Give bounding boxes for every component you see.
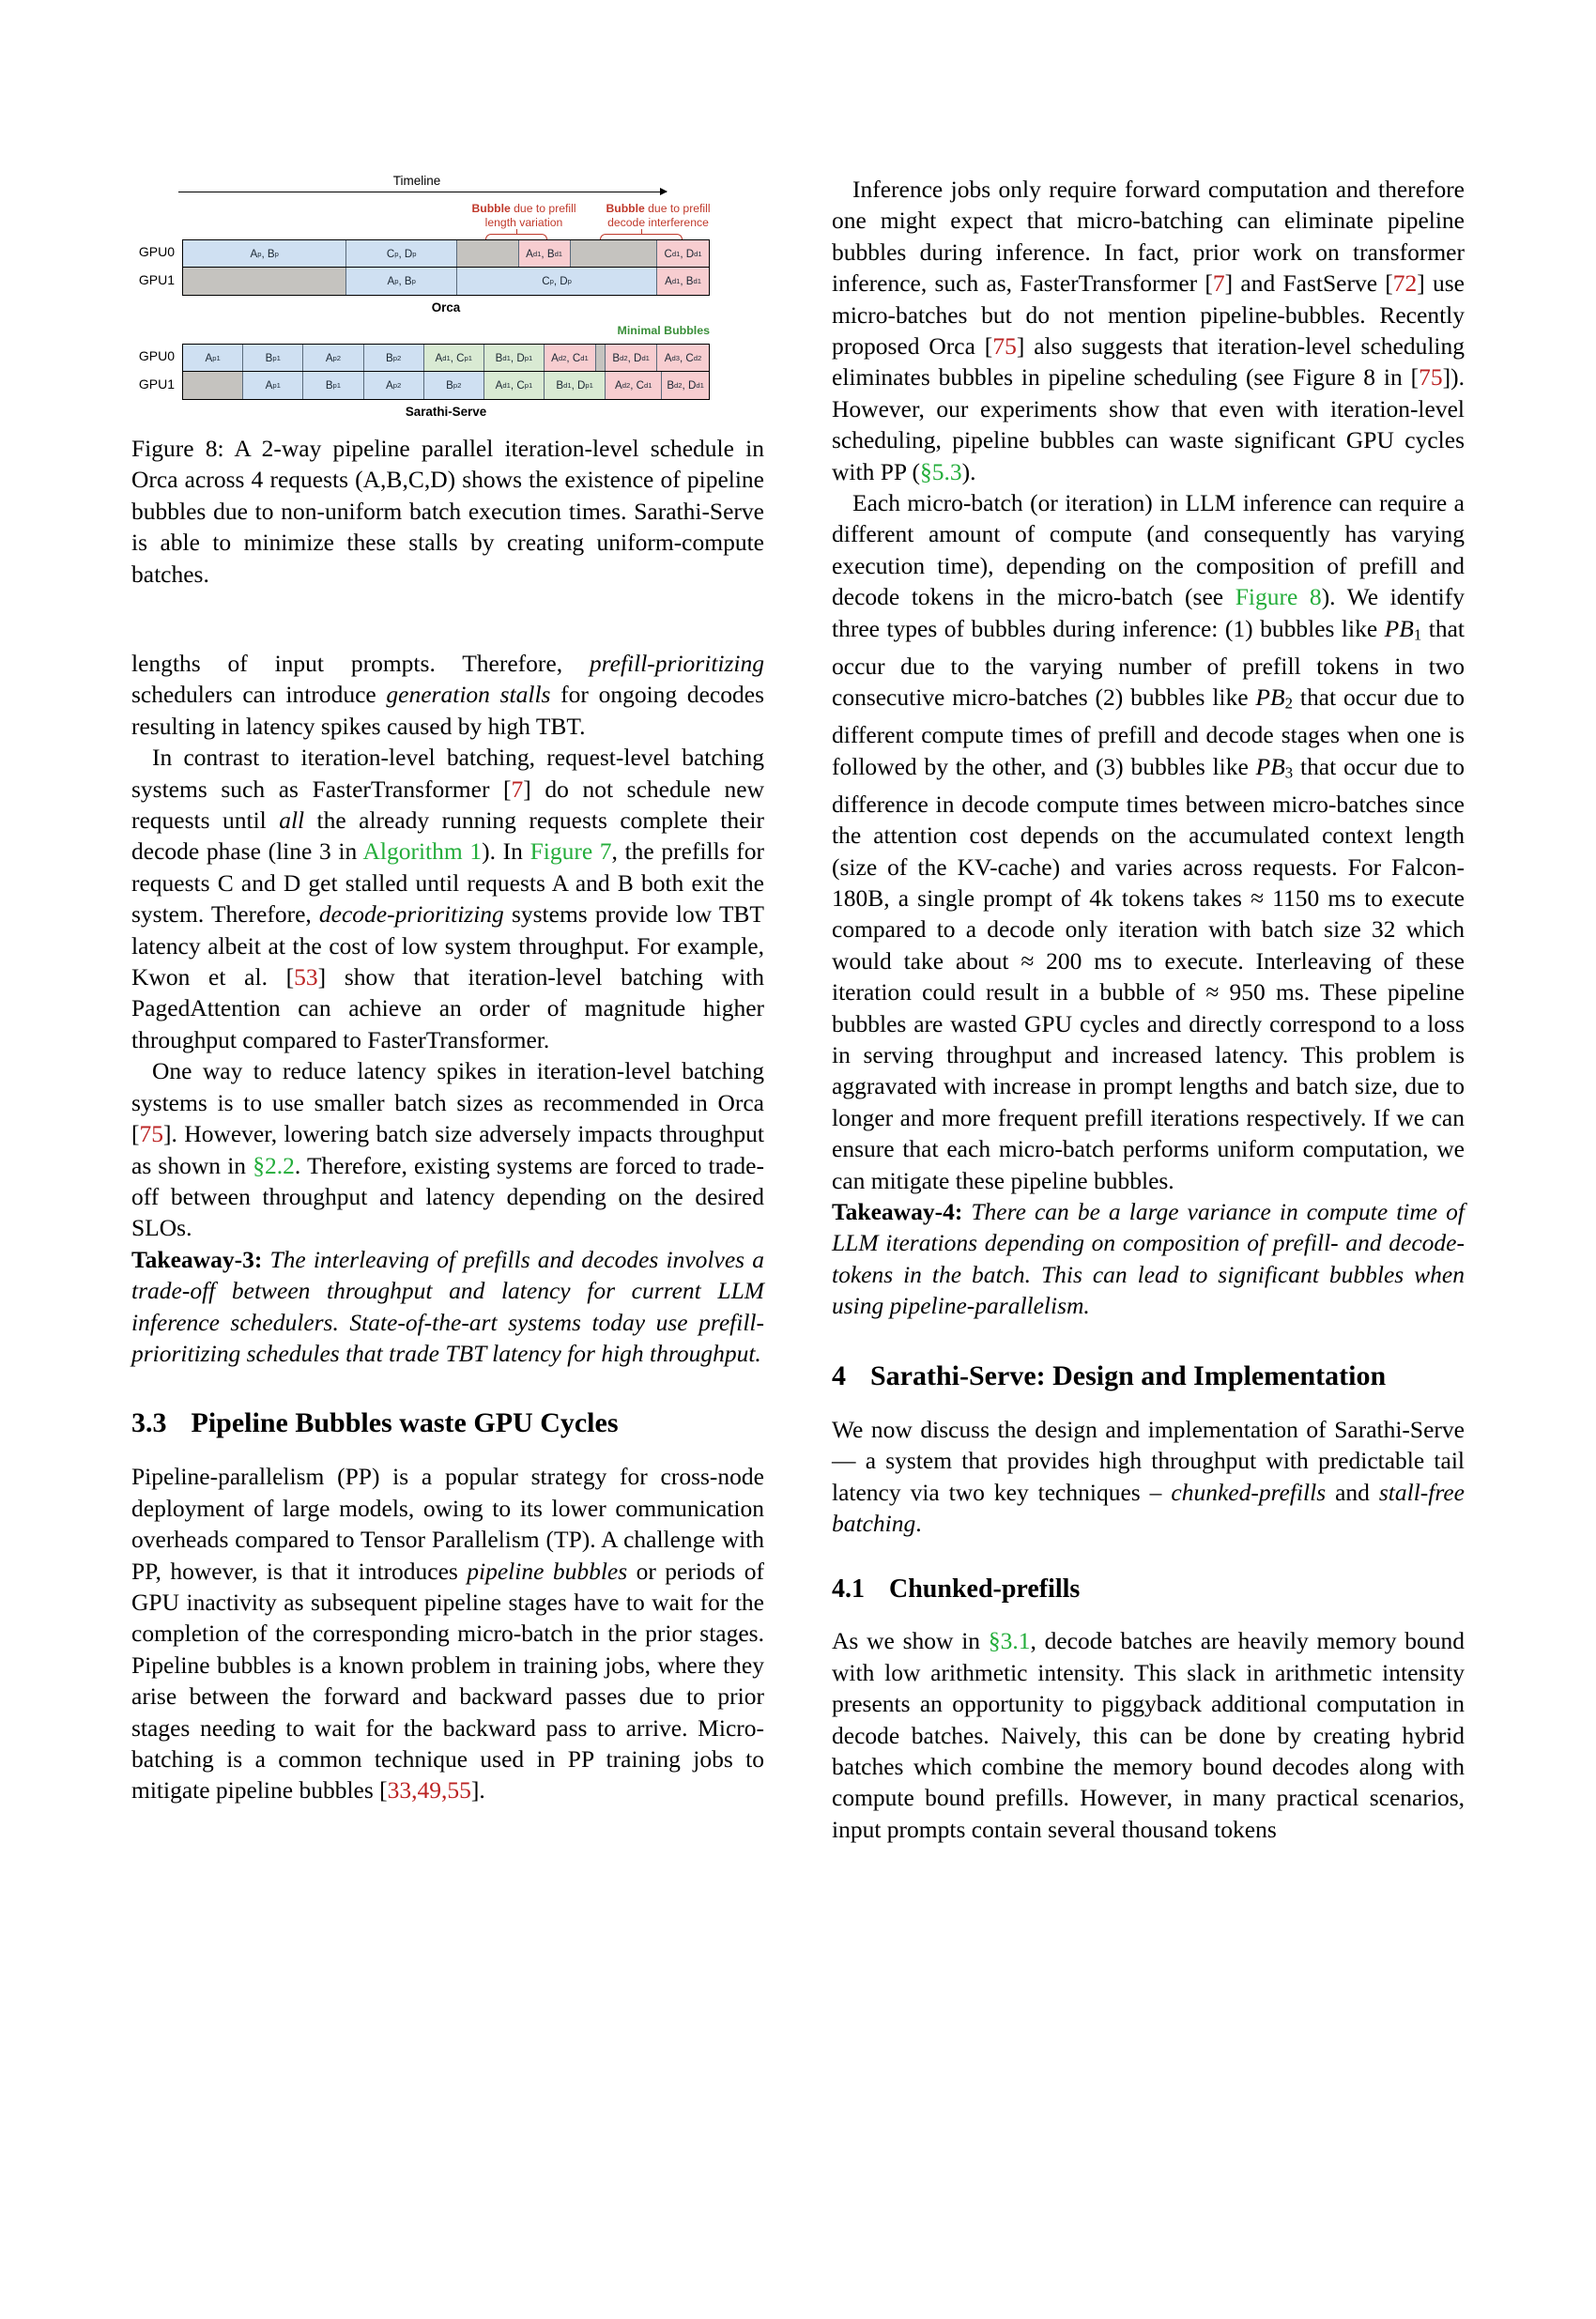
text-run: ] and FastServe [ xyxy=(1224,269,1393,298)
figure-8 xyxy=(131,174,764,590)
emphasis-decode-prioritizing: decode-prioritizing xyxy=(318,900,504,929)
text-run: the already running requests complete their decode phase (line 3 in xyxy=(131,806,764,866)
timeline-cell: A d1 , B d1 xyxy=(519,240,571,267)
citation-link[interactable]: 75 xyxy=(139,1120,163,1148)
timeline-cell: C p , D p xyxy=(346,240,457,267)
figure-8-caption xyxy=(131,433,764,590)
paragraph-as-we-show xyxy=(832,1625,1465,1845)
section-title: Pipeline Bubbles waste GPU Cycles xyxy=(191,1407,619,1439)
timeline-cell: A d1 , C p1 xyxy=(484,372,545,399)
text-run: One way to reduce latency spikes in iteration-level batching systems is to use smaller batch sizes as recommended in Orca [ xyxy=(131,1057,764,1148)
sarathi-timeline-gpu1 xyxy=(182,372,710,400)
emphasis-generation-stalls: generation stalls xyxy=(386,681,551,709)
figure-8-caption-label: Figure 8: xyxy=(131,435,224,462)
minimal-bubbles-annotation: Minimal Bubbles xyxy=(617,324,710,337)
text-run: that occur due to the varying number of prefill tokens in two consecutive micro-batches (2) bubbles like xyxy=(832,614,1465,712)
citation-link[interactable]: 7 xyxy=(511,775,524,803)
figure-8-caption-text: A 2-way pipeline parallel iteration-level schedule in Orca across 4 requests (A,B,C,D) shows the existence of pipeline bubbles due to non-uniform batch execution times. Sarathi-Serve is able to minimize these stalls by creating uniform-compute batches. xyxy=(131,435,764,588)
timeline-cell: C d1 , D d1 xyxy=(657,240,709,267)
timeline-cell: A d2 , C d1 xyxy=(606,372,662,399)
text-run: ). xyxy=(961,457,976,485)
citation-separator: , xyxy=(441,1776,448,1805)
citation-link[interactable]: 55 xyxy=(447,1776,471,1805)
section-heading-4-1 xyxy=(832,1573,1465,1606)
math-pb2: PB xyxy=(1255,683,1285,712)
text-run: ). We identify three types of bubbles during inference: (1) bubbles like xyxy=(832,583,1465,642)
timeline-cell: A d3 , C d2 xyxy=(657,345,709,371)
text-run: . Therefore, existing systems are forced to trade-off between throughput and latency depending on the desired SLOs. xyxy=(131,1151,764,1242)
text-run: lengths of input prompts. Therefore, xyxy=(131,650,590,677)
timeline-cell: A d1 , C p1 xyxy=(424,345,484,371)
citation-link[interactable]: 49 xyxy=(417,1776,442,1805)
math-pb1-subscript: 1 xyxy=(1413,625,1422,644)
timeline-cell: A p1 xyxy=(183,345,243,371)
bubble-annotation-1 xyxy=(451,202,597,230)
text-run: , decode batches are heavily memory bound with low arithmetic intensity. This slack in arithmetic intensity presents an opportunity to piggyback additional computation in decode batches. Naively, this can be done by creating hybrid batches which combine the memory bound decodes along with compute bound prefills. However, in many practical scenarios, input prompts contain several thousand tokens xyxy=(832,1627,1465,1843)
citation-link[interactable]: 53 xyxy=(294,963,318,991)
orca-timeline-gpu0 xyxy=(182,239,710,268)
orca-system-label: Orca xyxy=(431,300,461,315)
text-run: . xyxy=(915,1509,922,1537)
timeline-cell: B p2 xyxy=(424,372,484,399)
takeaway-4-text: There can be a large variance in compute time of LLM iterations depending on composition of prefill- and decode-tokens in the batch. This can lead to significant bubbles when using pipeline-parallelism. xyxy=(832,1198,1465,1320)
text-run: We now discuss the design and implementation of Sarathi-Serve — a system that provides high throughput with predictable tail latency via two key techniques – xyxy=(832,1415,1465,1506)
timeline-cell xyxy=(183,372,243,399)
cross-reference-figure-8[interactable]: Figure 8 xyxy=(1235,583,1322,611)
timeline-cell xyxy=(571,240,658,267)
bubble-annotation-2-line2: decode interference xyxy=(607,216,709,229)
section-heading-4 xyxy=(832,1359,1465,1393)
timeline-cell: A d2 , C d1 xyxy=(545,345,596,371)
timeline-cell: A p1 xyxy=(243,372,303,399)
bubble-annotation-2-rest: due to prefill xyxy=(644,202,711,215)
timeline-cell: A p2 xyxy=(364,372,424,399)
bubble-annotation-2-bold: Bubble xyxy=(606,202,645,215)
takeaway-3-label: Takeaway-3: xyxy=(131,1245,263,1273)
emphasis-prefill-prioritizing: prefill-prioritizing xyxy=(589,650,764,677)
left-column xyxy=(131,648,764,2319)
text-run: ] use micro-batches but do not mention pipeline-bubbles. Recently proposed Orca [ xyxy=(832,269,1465,361)
timeline-cell: A p , B p xyxy=(346,268,457,295)
timeline-cell xyxy=(596,345,606,371)
citation-link[interactable]: 72 xyxy=(1392,269,1418,298)
timeline-cell xyxy=(457,240,519,267)
math-pb2-subscript: 2 xyxy=(1284,694,1293,713)
timeline-cell: B p2 xyxy=(364,345,424,371)
orca-row-label-gpu0: GPU0 xyxy=(138,244,175,259)
orca-timeline-gpu1 xyxy=(182,268,710,296)
text-run: schedulers can introduce xyxy=(131,681,387,709)
cross-reference-section-3-1[interactable]: §3.1 xyxy=(988,1627,1031,1655)
sarathi-row-label-gpu1: GPU1 xyxy=(138,376,175,392)
timeline-cell xyxy=(183,268,346,295)
emphasis-chunked-prefills: chunked-prefills xyxy=(1171,1478,1327,1506)
text-run: for ongoing decodes resulting in latency spikes caused by high TBT. xyxy=(131,681,764,740)
sarathi-timeline-gpu0 xyxy=(182,344,710,372)
cross-reference-section-2-2[interactable]: §2.2 xyxy=(253,1151,295,1179)
timeline-cell: C p , D p xyxy=(457,268,657,295)
text-run: ]. xyxy=(470,1776,485,1805)
text-run: ] also suggests that iteration-level scheduling eliminates bubbles in pipeline scheduling (see Figure 8 in [ xyxy=(832,332,1465,392)
citation-link[interactable]: 7 xyxy=(1212,269,1225,298)
citation-link[interactable]: 75 xyxy=(1419,363,1443,392)
figure-8-artwork xyxy=(138,174,711,419)
text-run: that occur due to difference in decode compute times between micro-batches since the attention cost depends on the accumulated context length (size of the KV-cache) and varies across requests. For Falcon-180B, a single prompt of 4k tokens takes ≈ 1150 ms to execute compared to a decode only iteration with batch size 32 which would take about ≈ 200 ms to execute. Interleaving of these iteration could result in a bubble of ≈ 950 ms. These pipeline bubbles are wasted GPU cycles and directly correspond to a loss in serving throughput and increased latency. This problem is aggravated with increase in prompt lengths and batch size, due to longer and more frequent prefill iterations respectively. If we can ensure that each micro-batch performs uniform computation, we can mitigate these pipeline bubbles. xyxy=(832,752,1465,1194)
paragraph-each-micro-batch xyxy=(832,487,1465,1196)
timeline-cell: B p1 xyxy=(303,372,363,399)
citation-link[interactable]: 33 xyxy=(387,1776,412,1805)
section-title: Chunked-prefills xyxy=(889,1574,1081,1605)
timeline-cell: A p , B p xyxy=(183,240,346,267)
paragraph-takeaway-3 xyxy=(131,1244,764,1370)
text-run: , the prefills for requests C and D get stalled until requests A and B both exit the system. Therefore, xyxy=(131,837,765,929)
paragraph-lengths-of-input-prompts xyxy=(131,648,764,742)
paragraph-request-level-batching xyxy=(131,742,764,1055)
section-number: 3.3 xyxy=(131,1407,167,1439)
text-run: Inference jobs only require forward computation and therefore one might expect that micro-batching can eliminate pipeline bubbles during inference. In fact, prior work on transformer inference, such as, FasterTransformer [ xyxy=(832,176,1465,298)
paragraph-takeaway-4 xyxy=(832,1196,1465,1322)
math-pb3: PB xyxy=(1255,752,1285,780)
timeline-cell: A d1 , B d1 xyxy=(657,268,709,295)
paragraph-reduce-latency-spikes xyxy=(131,1055,764,1243)
text-run: ] do not schedule new requests until xyxy=(131,775,764,835)
right-column xyxy=(832,174,1465,1845)
text-run: ). In xyxy=(482,837,530,866)
cross-reference-figure-7[interactable]: Figure 7 xyxy=(529,837,612,866)
section-heading-3-3 xyxy=(131,1406,764,1440)
math-pb3-subscript: 3 xyxy=(1284,763,1294,782)
timeline-label: Timeline xyxy=(392,174,441,188)
math-pb1: PB xyxy=(1384,614,1414,642)
paragraph-we-now-discuss xyxy=(832,1414,1465,1540)
emphasis-pipeline-bubbles: pipeline bubbles xyxy=(467,1557,628,1585)
text-run: and xyxy=(1326,1478,1379,1506)
text-run: In contrast to iteration-level batching, request-level batching systems such as FasterTransformer [ xyxy=(131,744,764,803)
sarathi-row-label-gpu0: GPU0 xyxy=(138,348,175,363)
text-run: As we show in xyxy=(832,1627,989,1655)
section-number: 4 xyxy=(832,1359,846,1391)
section-number: 4.1 xyxy=(832,1574,865,1605)
cross-reference-section-5-3[interactable]: §5.3 xyxy=(920,457,962,485)
timeline-cell: B d1 , D p1 xyxy=(484,345,545,371)
timeline-cell: B d1 , D p1 xyxy=(545,372,606,399)
section-title: Sarathi-Serve: Design and Implementation xyxy=(870,1359,1387,1391)
text-run: or periods of GPU inactivity as subsequent pipeline stages have to wait for the completion of the corresponding micro-batch in the prior stages. Pipeline bubbles is a known problem in training jobs, where they arise between the forward and backward passes due to prior stages needing to wait for the backward pass to arrive. Micro-batching is a common technique used in PP training jobs to mitigate pipeline bubbles [ xyxy=(131,1557,765,1805)
emphasis-stall-free-batching: stall-free batching xyxy=(832,1478,1465,1537)
text-run: ] show that iteration-level batching with PagedAttention can achieve an order of magnitude higher throughput compared to FasterTransformer. xyxy=(131,963,764,1053)
timeline-cell: A p2 xyxy=(303,345,363,371)
citation-link[interactable]: 75 xyxy=(992,332,1017,361)
bubble-annotation-1-rest: due to prefill xyxy=(510,202,576,215)
text-run: Pipeline-parallelism (PP) is a popular strategy for cross-node deployment of large models, owing to its lower communication overheads compared to Tensor Parallelism (TP). A challenge with PP, however, is that it introduces xyxy=(131,1463,764,1585)
cross-reference-algorithm-1[interactable]: Algorithm 1 xyxy=(362,837,483,866)
takeaway-4-label: Takeaway-4: xyxy=(832,1198,963,1226)
paragraph-inference-jobs xyxy=(832,174,1465,487)
paragraph-pipeline-parallelism xyxy=(131,1461,764,1805)
bubble-annotation-1-line2: length variation xyxy=(484,216,563,229)
text-run: systems provide low TBT latency albeit at the cost of low system throughput. For example, Kwon et al. [ xyxy=(131,900,764,991)
emphasis-all: all xyxy=(279,806,305,835)
sarathi-system-label: Sarathi-Serve xyxy=(405,405,487,419)
citation-separator: , xyxy=(411,1776,418,1805)
bubble-annotation-1-bold: Bubble xyxy=(471,202,511,215)
text-run: ]). However, our experiments show that even with iteration-level scheduling, pipeline bubbles can waste significant GPU cycles with PP ( xyxy=(832,363,1465,485)
takeaway-3-text: The interleaving of prefills and decodes involves a trade-off between throughput and latency for current LLM inference schedulers. State-of-the-art systems today use prefill-prioritizing schedules that trade TBT latency for high throughput. xyxy=(131,1245,764,1367)
bubble-annotation-2 xyxy=(578,202,738,230)
text-run: Each micro-batch (or iteration) in LLM inference can require a different amount of compute (and consequently has varying execution time), depending on the composition of prefill and decode tokens in the micro-batch (see xyxy=(832,489,1465,611)
timeline-cell: B d2 , D d1 xyxy=(662,372,709,399)
timeline-cell: B d2 , D d1 xyxy=(606,345,657,371)
timeline-cell: B p1 xyxy=(243,345,303,371)
text-run: that occur due to different compute times of prefill and decode stages when one is followed by the other, and (3) bubbles like xyxy=(832,683,1465,780)
text-run: ]. However, lowering batch size adversely impacts throughput as shown in xyxy=(131,1120,764,1179)
orca-row-label-gpu1: GPU1 xyxy=(138,272,175,287)
